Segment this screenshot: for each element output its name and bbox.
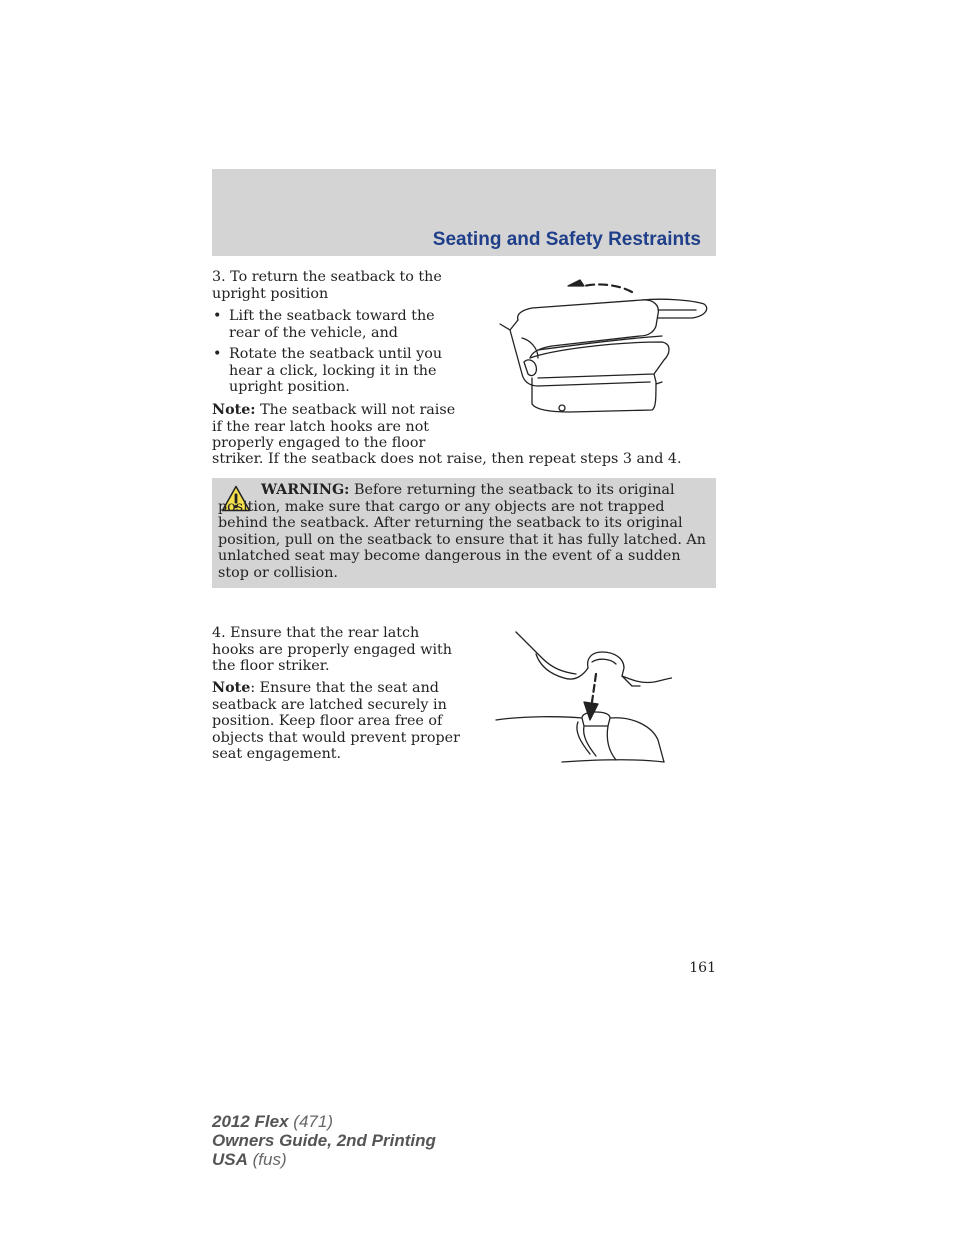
warning-body: Before returning the seatback to its original position, make sure that cargo or any objects are not trapped behind the seatback. After returning the seatback to its original position, pull on the seatback to ensure that it has fully latched. An unlatched seat may become dangerous in the event of a sudden stop or collision. bbox=[218, 482, 706, 581]
footer-market: USA bbox=[212, 1150, 248, 1169]
footer bbox=[212, 1112, 436, 1169]
bullet-icon: • bbox=[213, 346, 222, 362]
step-3-intro: 3. To return the seatback to the upright position bbox=[212, 269, 442, 302]
step-4-note bbox=[212, 680, 462, 763]
step-4-intro: 4. Ensure that the rear latch hooks are properly engaged with the floor striker. bbox=[212, 625, 452, 674]
seatback-return-illustration bbox=[492, 278, 712, 418]
bullet-icon: • bbox=[213, 308, 222, 324]
footer-model-code: (471) bbox=[293, 1112, 333, 1131]
page-number: 161 bbox=[689, 960, 716, 976]
bullet-text: Rotate the seatback until you hear a click, locking it in the upright position. bbox=[229, 346, 443, 395]
list-item bbox=[212, 346, 462, 396]
footer-line-3 bbox=[212, 1150, 436, 1169]
step-3-note-tail: striker. If the seatback does not raise, then repeat steps 3 and 4. bbox=[212, 451, 682, 467]
footer-model: 2012 Flex bbox=[212, 1112, 289, 1131]
note-label: Note: bbox=[212, 402, 256, 418]
note-text: : Ensure that the seat and seatback are latched securely in position. Keep floor area free of objects that would prevent proper seat engagement. bbox=[212, 680, 460, 762]
step-3-note bbox=[212, 402, 462, 452]
warning-label: WARNING: bbox=[261, 482, 350, 498]
footer-line-1 bbox=[212, 1112, 436, 1131]
footer-edition: Owners Guide, 2nd Printing bbox=[212, 1131, 436, 1150]
list-item bbox=[212, 308, 462, 341]
bullet-text: Lift the seatback toward the rear of the vehicle, and bbox=[229, 308, 435, 341]
note-text: The seatback will not raise if the rear latch hooks are not properly engaged to the floor bbox=[212, 402, 456, 451]
warning-text bbox=[218, 482, 714, 581]
section-header-band bbox=[212, 169, 716, 256]
footer-market-code: (fus) bbox=[252, 1150, 287, 1169]
latch-hook-illustration bbox=[492, 628, 672, 768]
warning-box bbox=[212, 478, 716, 588]
section-title: Seating and Safety Restraints bbox=[432, 229, 701, 250]
step-3-bullets bbox=[212, 308, 462, 401]
note-label: Note bbox=[212, 680, 251, 696]
footer-line-2 bbox=[212, 1131, 436, 1150]
